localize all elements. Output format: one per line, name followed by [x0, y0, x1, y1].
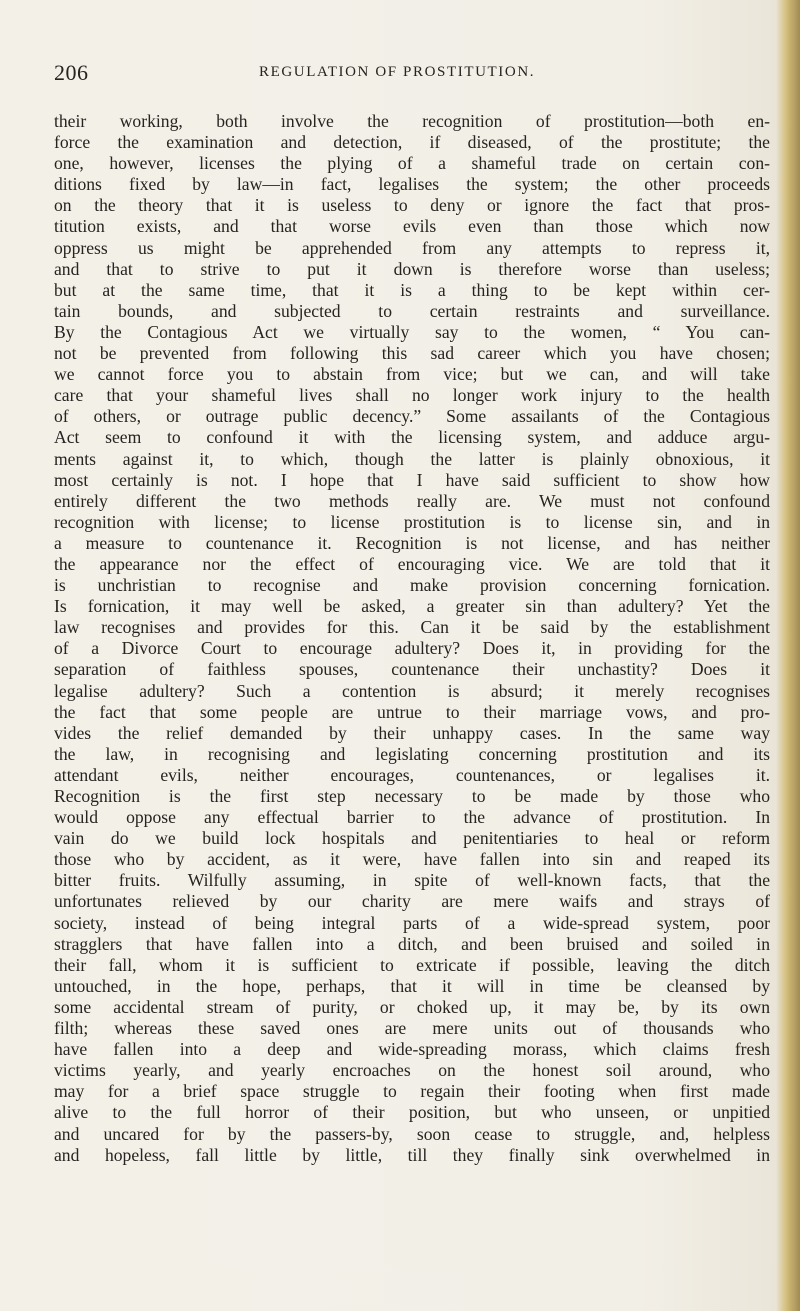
text-line: of others, or outrage public decency.” Some assailants of the Contagious — [54, 406, 770, 427]
text-line: By the Contagious Act we virtually say to the women, “ You can- — [54, 321, 770, 342]
text-line: ments against it, to which, though the latter is plainly obnoxious, it — [54, 448, 770, 469]
text-line: vides the relief demanded by their unhappy cases. In the same way — [54, 722, 770, 743]
body-text — [54, 111, 770, 1166]
text-line: attendant evils, neither encourages, countenances, or legalises it. — [54, 764, 770, 785]
text-line: vain do we build lock hospitals and penitentiaries to heal or reform — [54, 828, 770, 849]
text-line: is unchristian to recognise and make provision concerning fornication. — [54, 575, 770, 596]
text-line: those who by accident, as it were, have fallen into sin and reaped its — [54, 849, 770, 870]
text-line: tain bounds, and subjected to certain restraints and surveillance. — [54, 300, 770, 321]
text-line: and that to strive to put it down is therefore worse than useless; — [54, 258, 770, 279]
text-line: victims yearly, and yearly encroaches on the honest soil around, who — [54, 1060, 770, 1081]
text-line: and uncared for by the passers-by, soon cease to struggle, and, helpless — [54, 1123, 770, 1144]
text-line: recognition with license; to license prostitution is to license sin, and in — [54, 511, 770, 532]
text-line: unfortunates relieved by our charity are mere waifs and strays of — [54, 891, 770, 912]
text-line: Act seem to confound it with the licensing system, and adduce argu- — [54, 427, 770, 448]
text-line: their fall, whom it is sufficient to extricate if possible, leaving the ditch — [54, 954, 770, 975]
page-number: 206 — [54, 60, 89, 85]
text-line: the law, in recognising and legislating concerning prostitution and its — [54, 743, 770, 764]
text-line: but at the same time, that it is a thing to be kept within cer- — [54, 279, 770, 300]
text-line: filth; whereas these saved ones are mere units out of thousands who — [54, 1018, 770, 1039]
text-line: of a Divorce Court to encourage adultery? Does it, in providing for the — [54, 638, 770, 659]
text-line: have fallen into a deep and wide-spreading morass, which claims fresh — [54, 1039, 770, 1060]
text-line: may for a brief space struggle to regain their footing when first made — [54, 1081, 770, 1102]
text-line: Is fornication, it may well be asked, a greater sin than adultery? Yet the — [54, 596, 770, 617]
text-line: a measure to countenance it. Recognition is not license, and has neither — [54, 532, 770, 553]
text-line: alive to the full horror of their position, but who unseen, or unpitied — [54, 1102, 770, 1123]
text-line: law recognises and provides for this. Can it be said by the establishment — [54, 617, 770, 638]
text-line: force the examination and detection, if diseased, of the prostitute; the — [54, 132, 770, 153]
text-line: not be prevented from following this sad career which you have chosen; — [54, 343, 770, 364]
text-line: the fact that some people are untrue to their marriage vows, and pro- — [54, 701, 770, 722]
text-line: ditions fixed by law—in fact, legalises the system; the other proceeds — [54, 174, 770, 195]
text-line: bitter fruits. Wilfully assuming, in spite of well-known facts, that the — [54, 870, 770, 891]
text-line: on the theory that it is useless to deny or ignore the fact that pros- — [54, 195, 770, 216]
text-line: some accidental stream of purity, or choked up, it may be, by its own — [54, 996, 770, 1017]
text-line: entirely different the two methods really are. We must not confound — [54, 490, 770, 511]
page-header — [54, 60, 754, 90]
text-line: legalise adultery? Such a contention is absurd; it merely recognises — [54, 680, 770, 701]
page-edge-shadow — [776, 0, 800, 1311]
text-line: the appearance nor the effect of encouraging vice. We are told that it — [54, 553, 770, 574]
text-line: most certainly is not. I hope that I have said sufficient to show how — [54, 469, 770, 490]
text-line: society, instead of being integral parts of a wide-spread system, poor — [54, 912, 770, 933]
text-line: and hopeless, fall little by little, till they finally sink overwhelmed in — [54, 1144, 770, 1165]
text-line: would oppose any effectual barrier to the advance of prostitution. In — [54, 807, 770, 828]
running-head: REGULATION OF PROSTITUTION. — [259, 64, 536, 80]
text-line: oppress us might be apprehended from any attempts to repress it, — [54, 237, 770, 258]
text-line: care that your shameful lives shall no longer work injury to the health — [54, 385, 770, 406]
text-line: Recognition is the first step necessary to be made by those who — [54, 786, 770, 806]
text-line: untouched, in the hope, perhaps, that it will in time be cleansed by — [54, 975, 770, 996]
text-line: separation of faithless spouses, countenance their unchastity? Does it — [54, 659, 770, 680]
text-line: one, however, licenses the plying of a shameful trade on certain con- — [54, 153, 770, 174]
text-line: their working, both involve the recognition of prostitution—both en- — [54, 111, 770, 131]
text-line: we cannot force you to abstain from vice; but we can, and will take — [54, 364, 770, 385]
text-line: stragglers that have fallen into a ditch, and been bruised and soiled in — [54, 933, 770, 954]
text-line: titution exists, and that worse evils even than those which now — [54, 216, 770, 237]
